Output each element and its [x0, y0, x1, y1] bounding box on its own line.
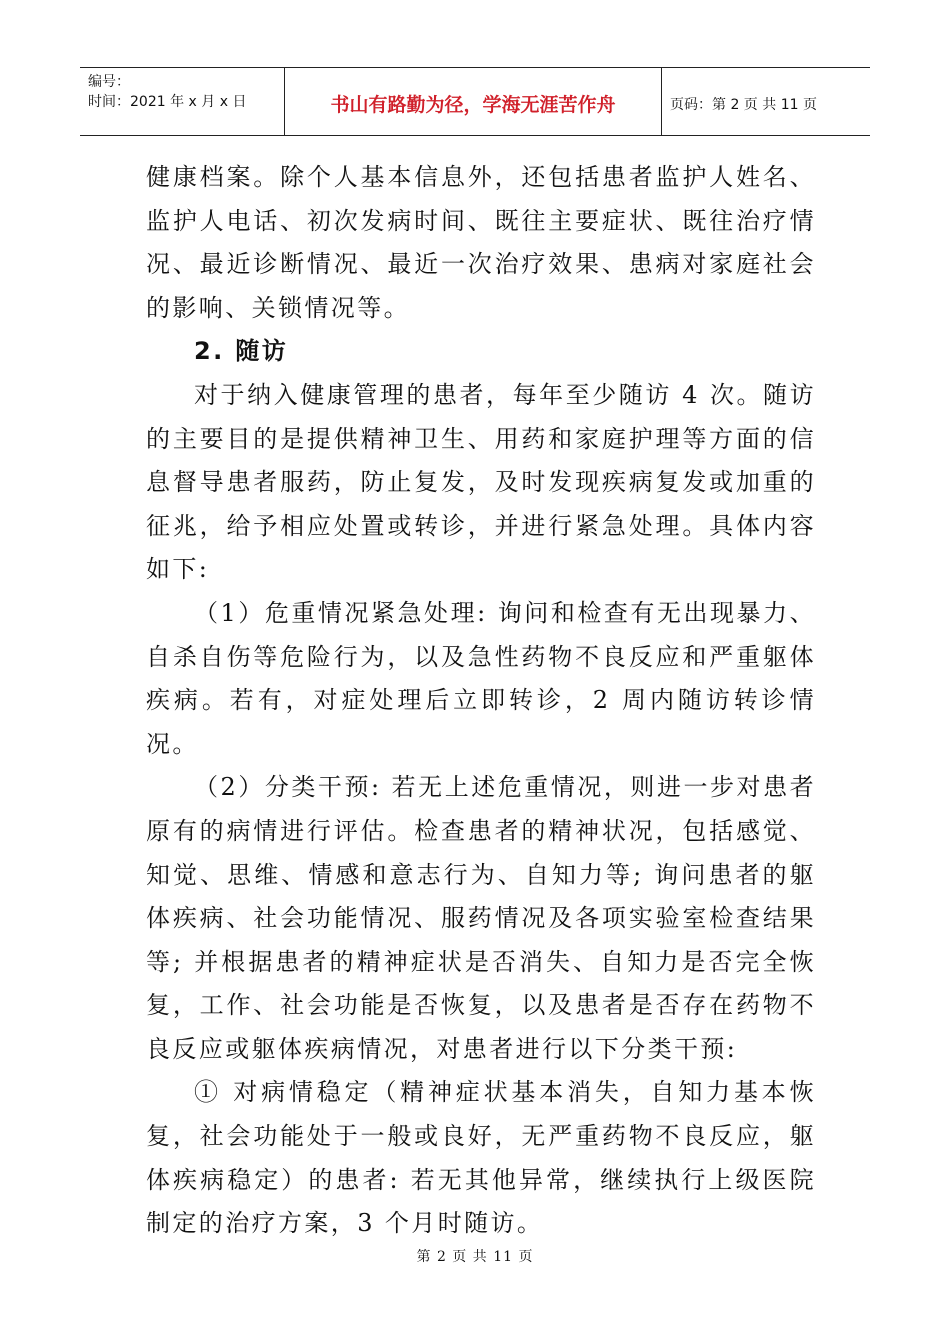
header-page-info: 页码：第 2 页 共 11 页 — [670, 96, 817, 113]
document-body — [146, 156, 816, 1246]
header-motto: 书山有路勤为径，学海无涯苦作舟 — [285, 68, 662, 135]
document-number-label: 编号： — [88, 74, 130, 90]
paragraph-health-record: 健康档案。除个人基本信息外，还包括患者监护人姓名、监护人电话、初次发病时间、既往主要症状、既往治疗情况、最近诊断情况、最近一次治疗效果、患病对家庭社会的影响、关锁情况等。 — [146, 163, 816, 322]
page-footer: 第 2 页 共 11 页 — [416, 1249, 534, 1265]
paragraph-emergency-handling: （1）危重情况紧急处理: 询问和检查有无出现暴力、自杀自伤等危险行为，以及急性药物不良反应和严重躯体疾病。若有，对症处理后立即转诊，2 周内随访转诊情况。 — [146, 598, 816, 758]
page-header — [80, 67, 870, 136]
section-heading-followup: 2. 随访 — [194, 337, 289, 366]
paragraph-classified-intervention: （2）分类干预: 若无上述危重情况，则进一步对患者原有的病情进行评估。检查患者的精神状况，包括感觉、知觉、思维、情感和意志行为、自知力等; 询问患者的躯体疾病、社会功能情况、服药情况及各项实验室检查结果等; 并根据患者的精神症状是否消失、自知力是否完全恢复，工作、社会功能是否恢复，以及患者是否存在药物不良反应或躯体疾病情况，对患者进行以下分类干预: — [146, 773, 816, 1063]
document-date: 时间：2021 年 x 月 x 日 — [88, 94, 247, 110]
paragraph-followup-intro: 对于纳入健康管理的患者，每年至少随访 4 次。随访的主要目的是提供精神卫生、用药和家庭护理等方面的信息督导患者服药，防止复发，及时发现疾病复发或加重的征兆，给予相应处置或转诊，并进行紧急处理。具体内容如下: — [146, 380, 816, 584]
paragraph-stable-patients: ① 对病情稳定（精神症状基本消失，自知力基本恢复，社会功能处于一般或良好，无严重药物不良反应，躯体疾病稳定）的患者: 若无其他异常，继续执行上级医院制定的治疗方案，3 个月时随访。 — [146, 1078, 816, 1238]
header-meta — [80, 68, 285, 135]
